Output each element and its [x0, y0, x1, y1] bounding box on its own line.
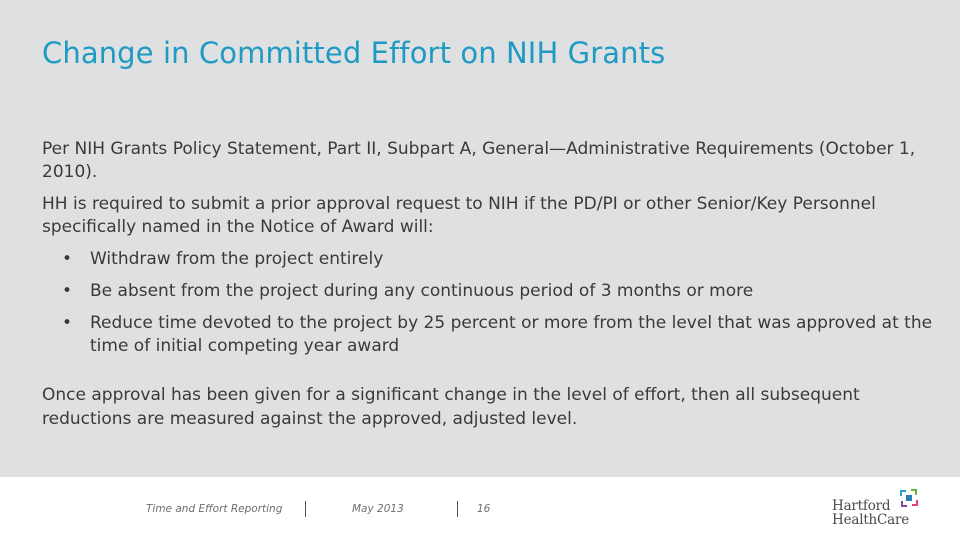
list-item	[42, 248, 942, 271]
logo-mark-icon	[898, 487, 920, 509]
list-item	[42, 312, 942, 358]
footer-date: May 2013	[352, 503, 404, 515]
logo-mark-green	[911, 489, 917, 495]
footer-page-number: 16	[477, 503, 491, 515]
footer-separator	[305, 501, 306, 517]
bullet-list	[42, 248, 942, 358]
slide-title: Change in Committed Effort on NIH Grants	[42, 36, 666, 70]
logo-mark-center	[906, 495, 912, 501]
bullet-dot: •	[62, 249, 73, 269]
footer-separator	[457, 501, 458, 517]
slide-body	[42, 138, 942, 440]
logo-text-healthcare: HealthCare	[832, 512, 910, 528]
logo-mark-blue	[900, 490, 906, 496]
bullet-text: Withdraw from the project entirely	[90, 249, 384, 269]
logo-text-hartford: Hartford	[832, 498, 891, 514]
intro-paragraph: Per NIH Grants Policy Statement, Part II, Subpart A, General—Administrative Requirements (October 1, 2010).	[42, 139, 916, 182]
bullet-dot: •	[62, 281, 73, 301]
closing-paragraph: Once approval has been given for a significant change in the level of effort, then all subsequent reductions are measured against the approved, adjusted level.	[42, 385, 860, 429]
logo-mark-purple	[901, 501, 907, 507]
footer-topic: Time and Effort Reporting	[146, 503, 283, 515]
list-item	[42, 280, 942, 303]
hartford-healthcare-logo	[832, 486, 932, 530]
bullet-dot: •	[62, 313, 73, 333]
bullet-text: Reduce time devoted to the project by 25 percent or more from the level that was approved at the time of initial competing year award	[90, 313, 933, 356]
logo-mark-pink	[912, 500, 918, 506]
bullet-text: Be absent from the project during any continuous period of 3 months or more	[90, 281, 754, 301]
requirement-paragraph: HH is required to submit a prior approval request to NIH if the PD/PI or other Senior/Key Personnel specifically named in the Notice of Award will:	[42, 194, 876, 237]
